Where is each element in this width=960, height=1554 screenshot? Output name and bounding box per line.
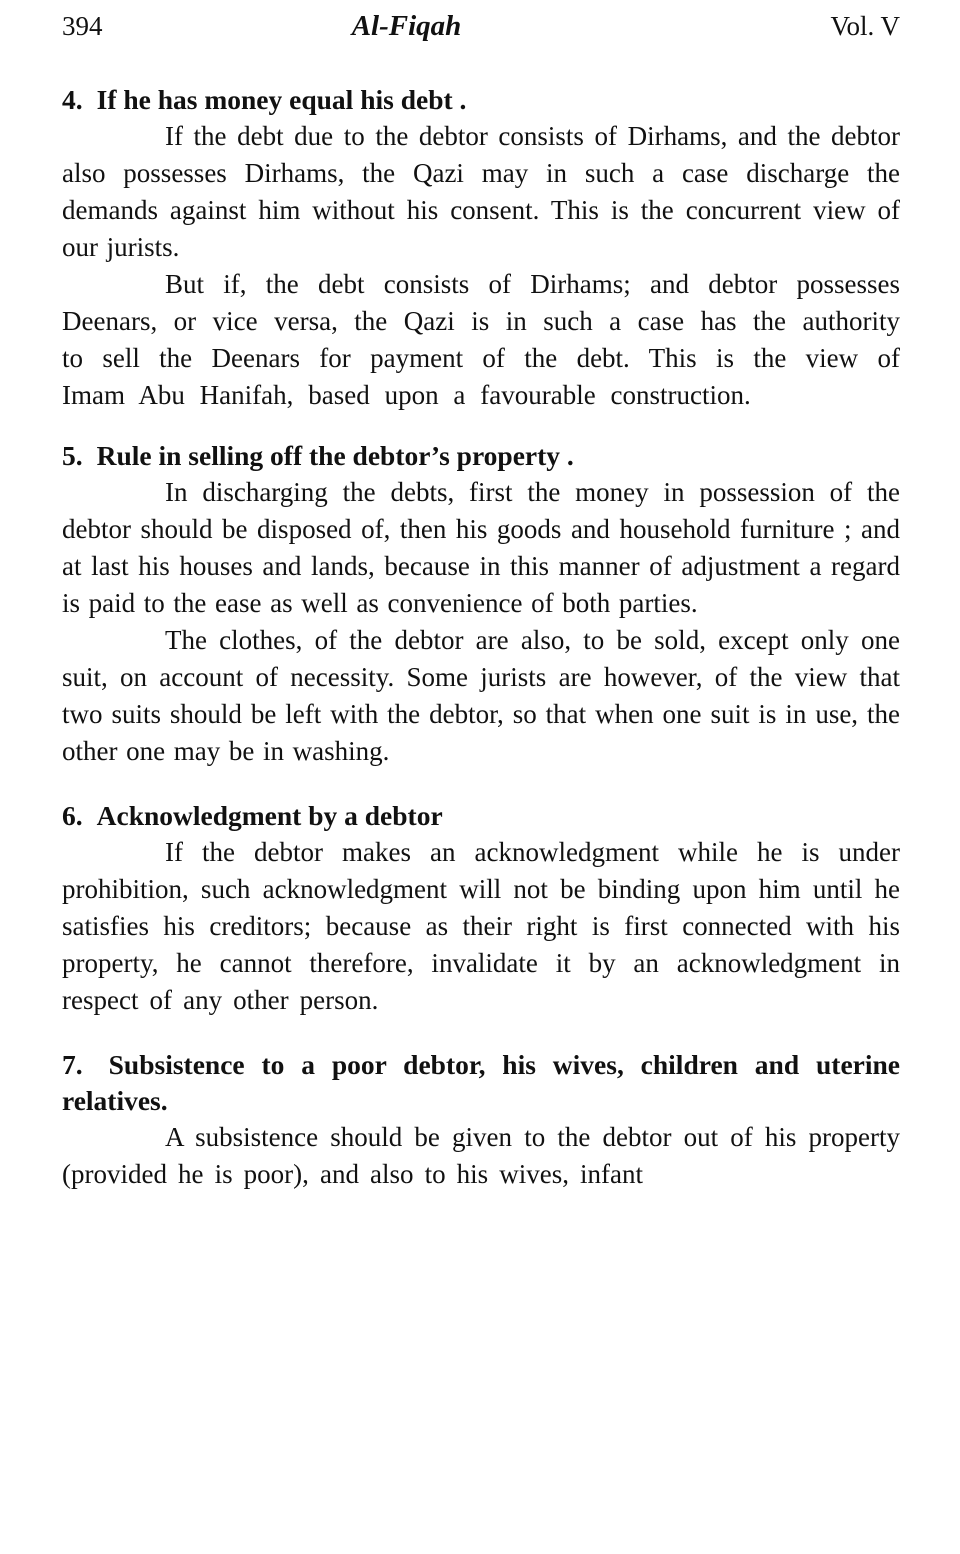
section-number: 7. xyxy=(62,1049,83,1080)
section-subsistence xyxy=(62,1047,900,1193)
paragraph: But if, the debt consists of Dirhams; and debtor possesses Deenars, or vice versa, the Qazi is in such a case has the authority to sell the Deenars for payment of the debt. This is the view of Imam Abu Hanifah, based upon a favourable construction. xyxy=(62,269,900,410)
paragraph: A subsistence should be given to the debtor out of his property (provided he is poor), and also to his wives, infant xyxy=(62,1122,900,1189)
section-acknowledgment xyxy=(62,798,900,1019)
section-heading-text: Acknowledgment by a debtor xyxy=(96,800,443,831)
section-number: 6. xyxy=(62,800,83,831)
section-heading-text: Rule in selling off the debtor’s property . xyxy=(96,440,574,471)
section-heading xyxy=(62,438,900,474)
book-title: Al-Fiqah xyxy=(351,10,462,42)
section-number: 5. xyxy=(62,440,83,471)
paragraph: If the debtor makes an acknowledgment while he is under prohibition, such acknowledgment will not be binding upon him until he satisfies his creditors; because as their right is first connected with his property, he cannot therefore, invalidate it by an acknowledgment in respect of any other person. xyxy=(62,837,900,1015)
paragraph: In discharging the debts, first the money in possession of the debtor should be disposed of, then his goods and household furniture ; and at last his houses and lands, because in this manner of adjustment a regard is paid to the ease as well as convenience of both parties. xyxy=(62,477,900,618)
section-heading-text: Subsistence to a poor debtor, his wives, children and uterine relatives. xyxy=(62,1049,900,1116)
section-money-equal-debt xyxy=(62,82,900,414)
section-heading-text: If he has money equal his debt . xyxy=(96,84,467,115)
section-heading xyxy=(62,82,900,118)
paragraph: The clothes, of the debtor are also, to be sold, except only one suit, on account of necessity. Some jurists are however, of the view that two suits should be left with the debtor, so that when one suit is in use, the other one may be in washing. xyxy=(62,625,900,766)
page-number: 394 xyxy=(62,11,103,41)
paragraph: If the debt due to the debtor consists of Dirhams, and the debtor also possesses Dirhams, the Qazi may in such a case discharge the demands against him without his consent. This is the concurrent view of our jurists. xyxy=(62,121,900,262)
volume-label: Vol. V xyxy=(830,11,900,41)
section-heading xyxy=(62,798,900,834)
section-heading xyxy=(62,1047,900,1119)
section-selling-property xyxy=(62,438,900,770)
section-number: 4. xyxy=(62,84,83,115)
page-header xyxy=(62,10,900,42)
